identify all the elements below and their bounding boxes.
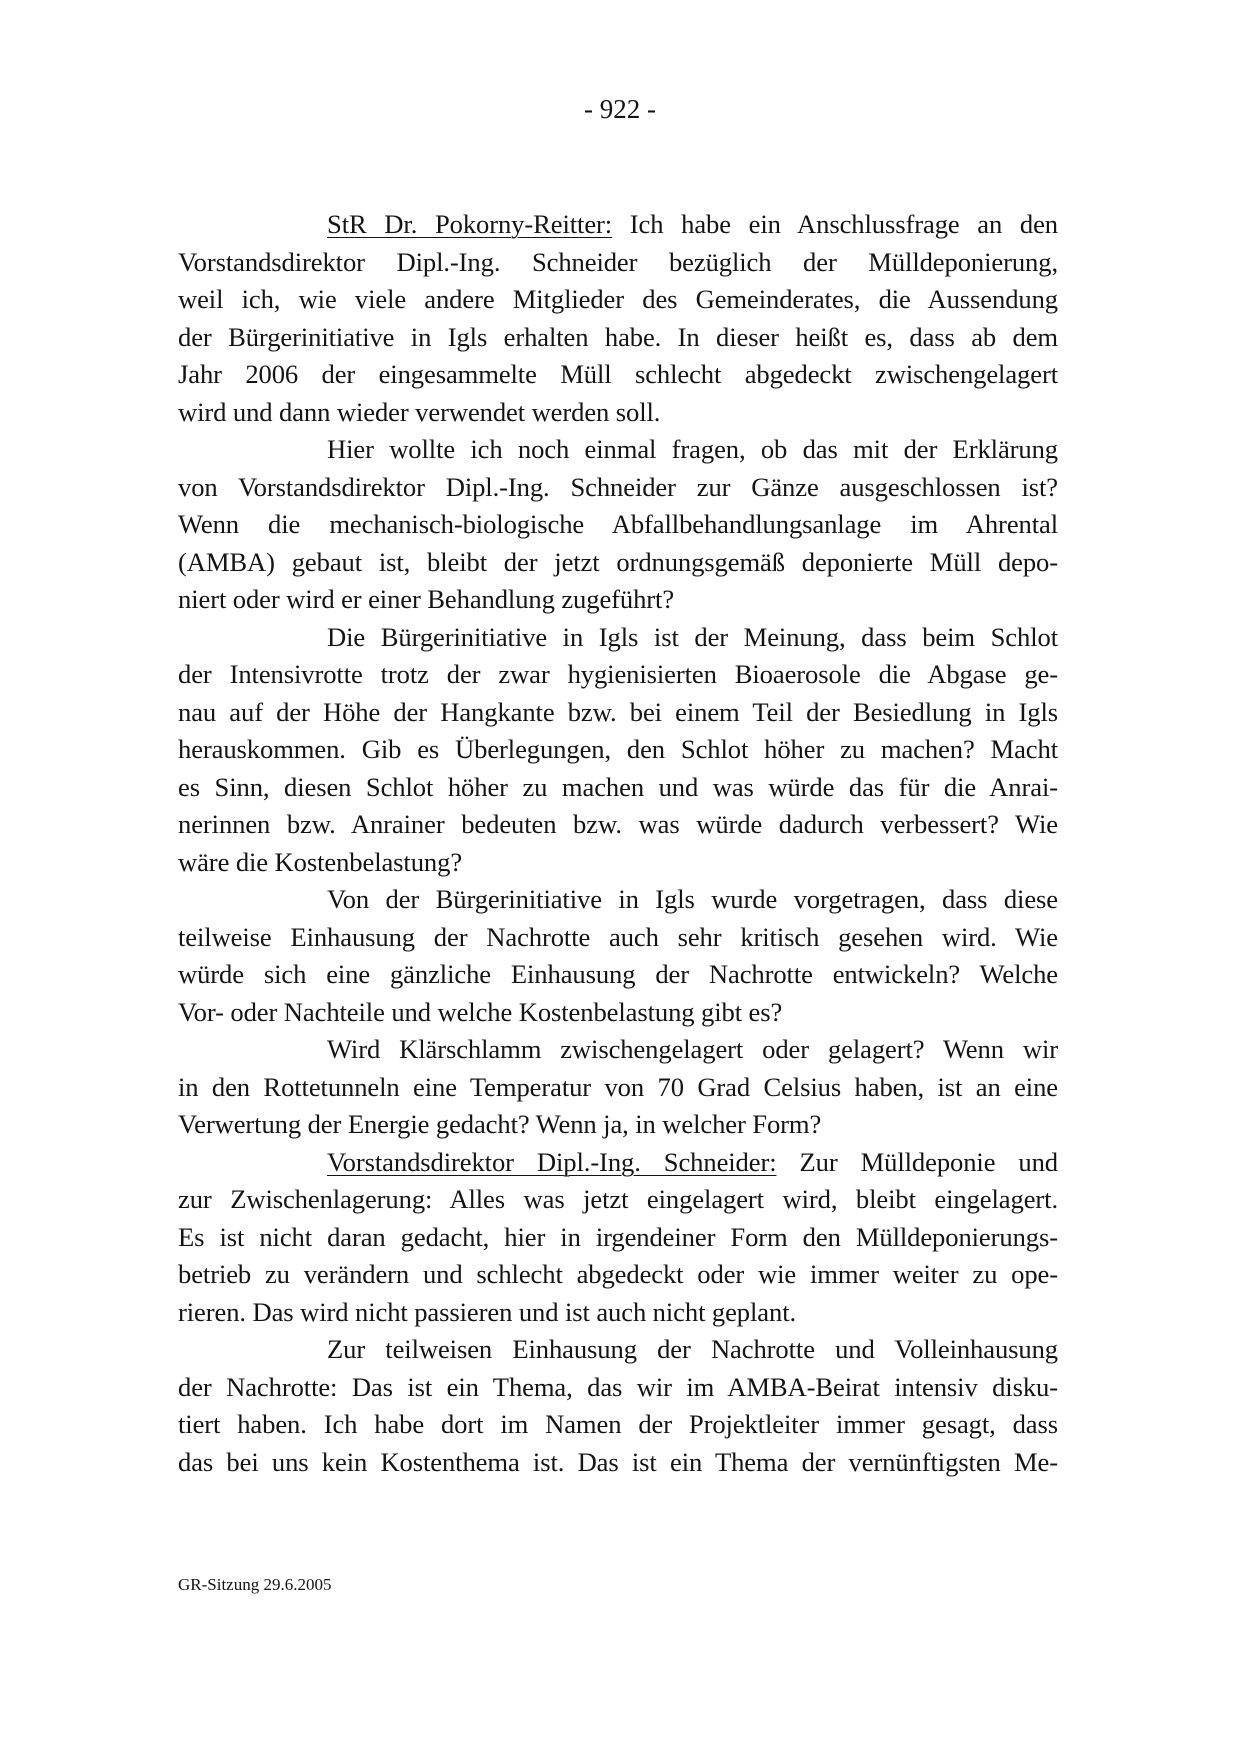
text-line: nau auf der Höhe der Hangkante bzw. bei einem Teil der Besiedlung in Igls (178, 696, 1058, 727)
text-line: herauskommen. Gib es Überlegungen, den Schlot höher zu machen? Macht (178, 734, 1058, 764)
text-line: Wenn die mechanisch-biologische Abfallbehandlungsanlage im Ahrental (178, 509, 1058, 539)
paragraph-6 (178, 1144, 1058, 1332)
document-body (178, 206, 1058, 1481)
text-line: Die Bürgerinitiative in Igls ist der Meinung, dass beim Schlot (327, 621, 1058, 652)
text-line: Von der Bürgerinitiative in Igls wurde vorgetragen, dass diese (327, 884, 1058, 914)
text-line: wird und dann wieder verwendet werden soll. (178, 396, 661, 427)
page-number: - 922 - (584, 94, 656, 124)
paragraph-2 (178, 431, 1058, 619)
text-line: zur Zwischenlagerung: Alles was jetzt eingelagert wird, bleibt eingelagert. (178, 1184, 1058, 1214)
text-line: Zur teilweisen Einhausung der Nachrotte und Volleinhausung (327, 1334, 1058, 1364)
text-line: der Bürgerinitiative in Igls erhalten habe. In dieser heißt es, dass ab dem (178, 321, 1058, 352)
text-line: tiert haben. Ich habe dort im Namen der Projektleiter immer gesagt, dass (178, 1409, 1058, 1439)
text-line: Wird Klärschlamm zwischengelagert oder gelagert? Wenn wir (327, 1034, 1058, 1064)
text-line: Vorstandsdirektor Dipl.-Ing. Schneider bezüglich der Mülldeponierung, (178, 246, 1058, 277)
text-line: (AMBA) gebaut ist, bleibt der jetzt ordnungsgemäß deponierte Müll depo- (178, 546, 1058, 577)
text-line: es Sinn, diesen Schlot höher zu machen und was würde das für die Anrai- (178, 771, 1058, 802)
text-line: wäre die Kostenbelastung? (178, 846, 463, 877)
text-line: Verwertung der Energie gedacht? Wenn ja, in welcher Form? (178, 1109, 822, 1139)
line-text: Ich habe ein Anschlussfrage an den (612, 209, 1058, 239)
speaker-name: StR Dr. Pokorny-Reitter: (327, 209, 613, 239)
text-line: Hier wollte ich noch einmal fragen, ob das mit der Erklärung (327, 434, 1058, 464)
text-line: weil ich, wie viele andere Mitglieder des Gemeinderates, die Aussendung (178, 284, 1058, 314)
text-line: würde sich eine gänzliche Einhausung der Nachrotte entwickeln? Welche (178, 959, 1058, 989)
speaker-name: Vorstandsdirektor Dipl.-Ing. Schneider: (327, 1146, 777, 1177)
text-line: das bei uns kein Kostenthema ist. Das ist ein Thema der vernünftigsten Me- (178, 1446, 1058, 1477)
text-line: nerinnen bzw. Anrainer bedeuten bzw. was würde dadurch verbessert? Wie (178, 809, 1058, 839)
text-line: der Intensivrotte trotz der zwar hygienisierten Bioaerosole die Abgase ge- (178, 659, 1058, 689)
text-line: Es ist nicht daran gedacht, hier in irgendeiner Form den Mülldeponierungs- (178, 1221, 1058, 1252)
footer-session-date: GR-Sitzung 29.6.2005 (178, 1575, 332, 1594)
paragraph-1 (178, 206, 1058, 431)
paragraph-3 (178, 619, 1058, 882)
text-line: betrieb zu verändern und schlecht abgedeckt oder wie immer weiter zu ope- (178, 1259, 1058, 1289)
line-text: Zur Mülldeponie und (776, 1146, 1059, 1177)
paragraph-5 (178, 1031, 1058, 1144)
text-line: niert oder wird er einer Behandlung zugeführt? (178, 584, 675, 614)
text-line: Vor- oder Nachteile und welche Kostenbelastung gibt es? (178, 996, 783, 1027)
text-line: teilweise Einhausung der Nachrotte auch sehr kritisch gesehen wird. Wie (178, 921, 1058, 952)
text-line: in den Rottetunneln eine Temperatur von 70 Grad Celsius haben, ist an eine (178, 1071, 1058, 1102)
text-line (178, 206, 1058, 244)
text-line (178, 1144, 1058, 1182)
text-line: der Nachrotte: Das ist ein Thema, das wir im AMBA-Beirat intensiv disku- (178, 1371, 1058, 1402)
paragraph-4 (178, 881, 1058, 1031)
text-line: von Vorstandsdirektor Dipl.-Ing. Schneider zur Gänze ausgeschlossen ist? (178, 471, 1058, 502)
text-line: Jahr 2006 der eingesammelte Müll schlecht abgedeckt zwischengelagert (178, 359, 1058, 389)
text-line: rieren. Das wird nicht passieren und ist auch nicht geplant. (178, 1296, 797, 1327)
paragraph-7 (178, 1331, 1058, 1481)
